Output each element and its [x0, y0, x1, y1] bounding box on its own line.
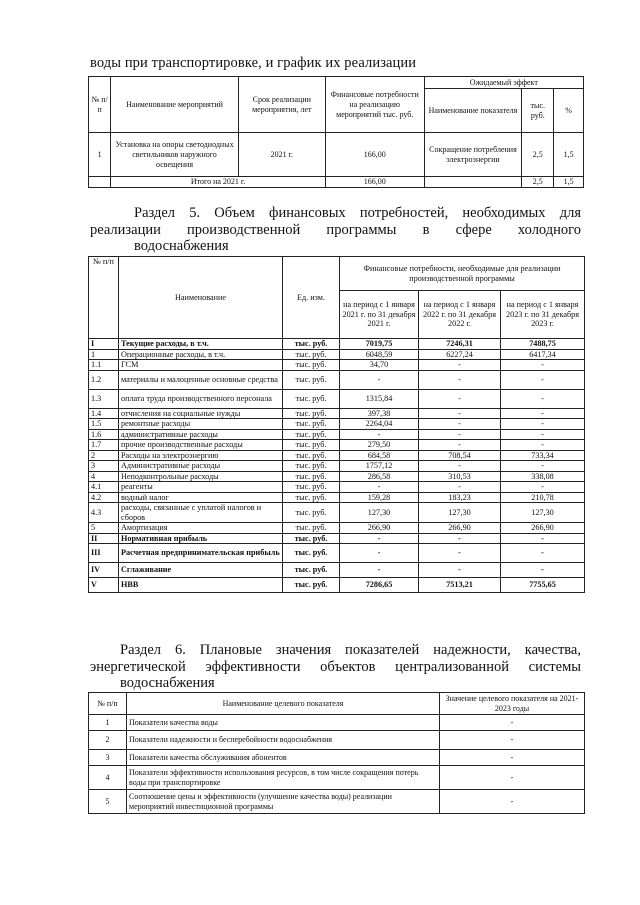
top-title: воды при транспортировке, и график их реализации	[90, 55, 417, 71]
cell-2023: 338,08	[501, 471, 585, 482]
cell-2021: 286,58	[340, 471, 419, 482]
cell-name: Показатели качества обслуживания абонентов	[127, 750, 440, 766]
total-thous: 2,5	[522, 177, 554, 188]
cell-unit: тыс. руб.	[283, 578, 340, 593]
cell-num: 1.3	[89, 389, 119, 408]
cell-name: оплата труда производственного персонала	[119, 389, 283, 408]
cell-unit: тыс. руб.	[283, 563, 340, 578]
col-period: Срок реализации мероприятия, лет	[238, 77, 325, 133]
table-row	[89, 461, 585, 472]
col-name: Наименование целевого показателя	[127, 693, 440, 715]
col-period-2021: на период с 1 января 2021 г. по 31 декабря 2021 г.	[340, 291, 419, 339]
table-row	[89, 544, 585, 563]
cell-2022: -	[419, 419, 501, 430]
cell-num: 2	[89, 450, 119, 461]
table-row	[89, 471, 585, 482]
cell-2021: 7019,75	[340, 339, 419, 350]
section6-heading	[90, 642, 581, 692]
cell-num: 1	[89, 349, 119, 360]
cell-2022: -	[419, 461, 501, 472]
col-finance: Финансовые потребности, необходимые для реализации производственной программы	[340, 257, 585, 291]
cell-2023: 6417,34	[501, 349, 585, 360]
cell-2023: 127,30	[501, 503, 585, 523]
table-row	[89, 563, 585, 578]
cell-num: 4	[89, 471, 119, 482]
cell-unit: тыс. руб.	[283, 482, 340, 493]
cell-unit: тыс. руб.	[283, 389, 340, 408]
cell-unit: тыс. руб.	[283, 492, 340, 503]
cell-value: -	[440, 766, 585, 790]
cell-num: I	[89, 339, 119, 350]
col-value: Значение целевого показателя на 2021-2023 годы	[440, 693, 585, 715]
col-finance: Финансовые потребности на реализацию мероприятий тыс. руб.	[325, 77, 424, 133]
section6-line1: Раздел 6. Плановые значения показателей надежности, качества,	[120, 642, 581, 658]
cell-unit: тыс. руб.	[283, 544, 340, 563]
cell-percent: 1,5	[554, 133, 584, 177]
col-period-2023: на период с 1 января 2023 г. по 31 декабря 2023 г.	[501, 291, 585, 339]
cell-2022: 127,30	[419, 503, 501, 523]
cell-name: Административные расходы	[119, 461, 283, 472]
total-row	[89, 177, 584, 188]
cell-2023: 7755,65	[501, 578, 585, 593]
cell-unit: тыс. руб.	[283, 349, 340, 360]
total-finance: 166,00	[325, 177, 424, 188]
cell-2021: 7286,65	[340, 578, 419, 593]
cell-2023: 210,78	[501, 492, 585, 503]
cell-num: III	[89, 544, 119, 563]
cell-2023: -	[501, 461, 585, 472]
cell-name: Установка на опоры светодиодных светильников наружного освещения	[111, 133, 238, 177]
cell-unit: тыс. руб.	[283, 429, 340, 440]
col-effect: Ожидаемый эффект	[424, 77, 583, 89]
cell-value: -	[440, 715, 585, 731]
col-period-2022: на период с 1 января 2022 г. по 31 декабря 2022 г.	[419, 291, 501, 339]
total-percent: 1,5	[554, 177, 584, 188]
cell-unit: тыс. руб.	[283, 360, 340, 371]
cell-num: 2	[89, 731, 127, 750]
cell-name: Соотношение цены и эффективности (улучшение качества воды) реализации мероприятий инвестиционной программы	[127, 790, 440, 814]
cell-2021: 2264,04	[340, 419, 419, 430]
col-name: Наименование мероприятий	[111, 77, 238, 133]
cell-2022: -	[419, 429, 501, 440]
cell-2021: 6048,59	[340, 349, 419, 360]
cell-unit: тыс. руб.	[283, 471, 340, 482]
table-row	[89, 360, 585, 371]
cell-unit: тыс. руб.	[283, 503, 340, 523]
cell-num: 4.2	[89, 492, 119, 503]
cell-2022: -	[419, 544, 501, 563]
cell-num: 5	[89, 790, 127, 814]
cell-unit: тыс. руб.	[283, 408, 340, 419]
cell-thous: 2,5	[522, 133, 554, 177]
cell-2022: -	[419, 440, 501, 451]
cell-num: 4	[89, 766, 127, 790]
col-unit: Ед. изм.	[283, 257, 340, 339]
cell-name: Текущие расходы, в т.ч.	[119, 339, 283, 350]
table-row	[89, 389, 585, 408]
indicators-table	[88, 692, 585, 814]
cell-2023: -	[501, 544, 585, 563]
total-label: Итого на 2021 г.	[111, 177, 326, 188]
cell-2021: -	[340, 533, 419, 544]
table-row	[89, 533, 585, 544]
cell-2023: -	[501, 419, 585, 430]
cell-unit: тыс. руб.	[283, 533, 340, 544]
table-row	[89, 523, 585, 534]
table-row	[89, 766, 585, 790]
cell-2023: -	[501, 482, 585, 493]
table-row	[89, 578, 585, 593]
cell-name: административные расходы	[119, 429, 283, 440]
cell-2022: -	[419, 370, 501, 389]
cell-name: Амортизация	[119, 523, 283, 534]
table-row	[89, 133, 584, 177]
cell-name: ремонтные расходы	[119, 419, 283, 430]
cell-2021: -	[340, 370, 419, 389]
cell-2022: -	[419, 389, 501, 408]
cell-2022: 310,53	[419, 471, 501, 482]
cell-2021: 1757,12	[340, 461, 419, 472]
cell-2021: -	[340, 544, 419, 563]
cell-name: расходы, связанные с уплатой налогов и сборов	[119, 503, 283, 523]
cell-2021: 1315,84	[340, 389, 419, 408]
cell-unit: тыс. руб.	[283, 461, 340, 472]
cell-num: 1.6	[89, 429, 119, 440]
cell-2022: -	[419, 533, 501, 544]
cell-value: -	[440, 790, 585, 814]
cell-name: Сглаживание	[119, 563, 283, 578]
cell-name: отчисления на социальные нужды	[119, 408, 283, 419]
cell-name: Операционные расходы, в т.ч.	[119, 349, 283, 360]
cell-name: НВВ	[119, 578, 283, 593]
table-row	[89, 339, 585, 350]
cell-2021: 159,28	[340, 492, 419, 503]
cell-period: 2021 г.	[238, 133, 325, 177]
cell-num: 1	[89, 715, 127, 731]
cell-2021: 266,90	[340, 523, 419, 534]
cell-value: -	[440, 731, 585, 750]
cell-num: 1.4	[89, 408, 119, 419]
cell-2022: -	[419, 482, 501, 493]
cell-name: Расходы на электроэнергию	[119, 450, 283, 461]
cell-num: 1.1	[89, 360, 119, 371]
col-num: № п/п	[89, 693, 127, 715]
cell-2023: -	[501, 440, 585, 451]
finance-table	[88, 256, 585, 593]
cell-2023: -	[501, 563, 585, 578]
cell-finance: 166,00	[325, 133, 424, 177]
cell-2022: 7513,21	[419, 578, 501, 593]
table-row	[89, 408, 585, 419]
measures-table	[88, 76, 584, 188]
col-num: № п/п	[89, 257, 119, 339]
table-row	[89, 349, 585, 360]
section6-line2: энергетической эффективности объектов централизованной системы	[90, 658, 581, 675]
col-num: № п/ п	[89, 77, 111, 133]
table-row	[89, 492, 585, 503]
cell-2022: 6227,24	[419, 349, 501, 360]
cell-2021: 397,38	[340, 408, 419, 419]
cell-2022: -	[419, 563, 501, 578]
cell-unit: тыс. руб.	[283, 440, 340, 451]
cell-2022: 7246,31	[419, 339, 501, 350]
cell-name: Нормативная прибыль	[119, 533, 283, 544]
table-row	[89, 790, 585, 814]
cell-name: Показатели качества воды	[127, 715, 440, 731]
table-row	[89, 503, 585, 523]
cell-2021: -	[340, 429, 419, 440]
cell-2023: -	[501, 389, 585, 408]
cell-name: реагенты	[119, 482, 283, 493]
col-thous: тыс. руб.	[522, 89, 554, 133]
table-row	[89, 482, 585, 493]
table-row	[89, 419, 585, 430]
table-row	[89, 715, 585, 731]
cell-2023: -	[501, 370, 585, 389]
cell-2023: -	[501, 360, 585, 371]
cell-name: Расчетная предпринимательская прибыль	[119, 544, 283, 563]
section5-heading	[90, 205, 581, 255]
cell-num: 4.3	[89, 503, 119, 523]
cell-2022: -	[419, 408, 501, 419]
cell-num: 1.2	[89, 370, 119, 389]
cell-num: IV	[89, 563, 119, 578]
cell-num: 1.5	[89, 419, 119, 430]
section5-line1: Раздел 5. Объем финансовых потребностей, необходимых для	[134, 205, 581, 221]
cell-2023: -	[501, 533, 585, 544]
cell-2022: -	[419, 360, 501, 371]
col-indicator: Наименование показателя	[424, 89, 522, 133]
cell-name: Показатели надежности и бесперебойности водоснабжения	[127, 731, 440, 750]
cell-unit: тыс. руб.	[283, 523, 340, 534]
cell-2021: -	[340, 482, 419, 493]
col-name: Наименование	[119, 257, 283, 339]
cell-num: 1.7	[89, 440, 119, 451]
cell-num: V	[89, 578, 119, 593]
cell-num: 1	[89, 133, 111, 177]
cell-num: 4.1	[89, 482, 119, 493]
table-row	[89, 370, 585, 389]
cell-2022: 266,90	[419, 523, 501, 534]
cell-num: 3	[89, 461, 119, 472]
cell-2021: 279,50	[340, 440, 419, 451]
cell-2023: -	[501, 429, 585, 440]
cell-num: 5	[89, 523, 119, 534]
cell-unit: тыс. руб.	[283, 370, 340, 389]
cell-value: -	[440, 750, 585, 766]
table-row	[89, 440, 585, 451]
cell-2021: 684,58	[340, 450, 419, 461]
table-row	[89, 750, 585, 766]
cell-2023: 733,34	[501, 450, 585, 461]
cell-name: материалы и малоценные основные средства	[119, 370, 283, 389]
table-row	[89, 450, 585, 461]
cell-2023: 7488,75	[501, 339, 585, 350]
table-row	[89, 429, 585, 440]
cell-2023: 266,90	[501, 523, 585, 534]
cell-unit: тыс. руб.	[283, 450, 340, 461]
cell-num: II	[89, 533, 119, 544]
cell-unit: тыс. руб.	[283, 339, 340, 350]
cell-name: ГСМ	[119, 360, 283, 371]
col-percent: %	[554, 89, 584, 133]
cell-name: Показатели эффективности использования ресурсов, в том числе сокращения потерь воды при транспортировке	[127, 766, 440, 790]
cell-name: водный налог	[119, 492, 283, 503]
cell-2022: 183,23	[419, 492, 501, 503]
section6-line3: водоснабжения	[120, 675, 215, 691]
table-row	[89, 731, 585, 750]
cell-2021: 127,30	[340, 503, 419, 523]
cell-name: Неподконтрольные расходы	[119, 471, 283, 482]
cell-indicator: Сокращение потребления электроэнергии	[424, 133, 522, 177]
cell-name: прочие производственные расходы	[119, 440, 283, 451]
section5-line2: реализации производственной программы в сфере холодного	[90, 221, 581, 238]
cell-2021: 34,70	[340, 360, 419, 371]
section5-line3: водоснабжения	[134, 238, 229, 254]
cell-unit: тыс. руб.	[283, 419, 340, 430]
cell-num: 3	[89, 750, 127, 766]
cell-2021: -	[340, 563, 419, 578]
cell-2022: 708,54	[419, 450, 501, 461]
cell-2023: -	[501, 408, 585, 419]
